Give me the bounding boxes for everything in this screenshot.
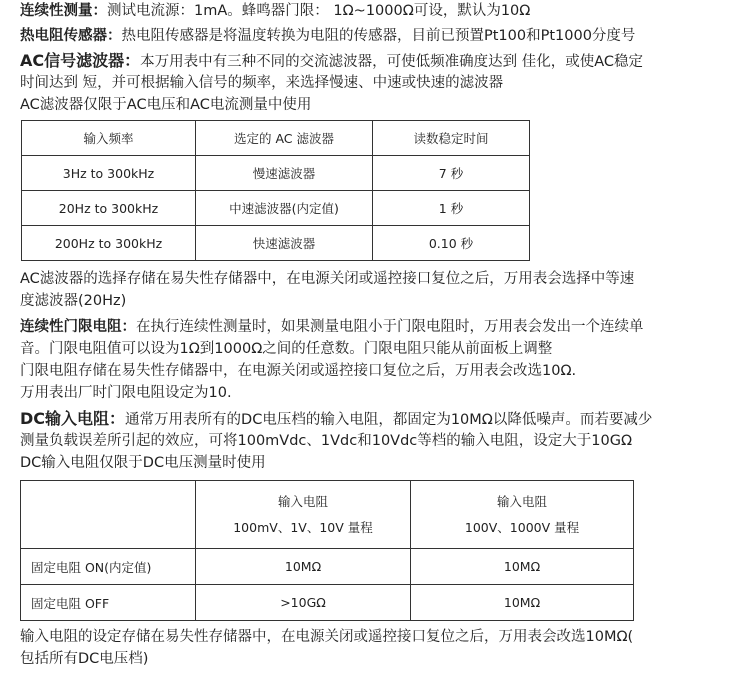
table-row <box>22 156 530 191</box>
table-cell: 固定电阻 OFF <box>21 585 196 621</box>
header-settling-time: 读数稳定时间 <box>373 121 530 156</box>
table-cell: 10MΩ <box>196 549 411 585</box>
table-cell: 慢速滤波器 <box>196 156 373 191</box>
continuity-test-text: 测试电流源：1mA。蜂鸣器门限： 1Ω~1000Ω可设，默认为10Ω <box>107 3 531 19</box>
rtd-sensor-text: 热电阻传感器是将温度转换为电阻的传感器，目前已预置Pt100和Pt1000分度号 <box>121 28 636 44</box>
input-resistance-table <box>20 480 634 621</box>
threshold-line1 <box>20 316 644 338</box>
table-cell: 中速滤波器(内定值) <box>196 191 373 226</box>
empty-corner-cell <box>21 481 196 549</box>
table-cell: 固定电阻 ON(内定值) <box>21 549 196 585</box>
filter-storage-line2: 度滤波器(20Hz) <box>20 293 127 309</box>
table-cell: 快速滤波器 <box>196 226 373 261</box>
table-header-row <box>21 481 634 549</box>
threshold-title: 连续性门限电阻： <box>20 319 136 335</box>
dc-input-line1 <box>20 408 652 431</box>
table-cell: 10MΩ <box>411 549 634 585</box>
header-selected-filter: 选定的 AC 滤波器 <box>196 121 373 156</box>
table-cell: 200Hz to 300kHz <box>22 226 196 261</box>
rtd-sensor-title: 热电阻传感器： <box>20 28 122 44</box>
ac-filter-line1 <box>20 50 643 73</box>
continuity-test-line <box>20 0 530 22</box>
header-input-frequency: 输入频率 <box>22 121 196 156</box>
header-low-ranges: 100mV、1V、10V 量程 <box>233 519 373 535</box>
threshold-line3: 门限电阻存储在易失性存储器中，在电源关闭或遥控接口复位之后，万用表会改选10Ω. <box>20 363 577 379</box>
ac-filter-text1: 本万用表中有三种不同的交流滤波器，可使低频准确度达到 佳化，或使AC稳定 <box>140 54 644 70</box>
header-low-range <box>196 481 411 549</box>
threshold-line4: 万用表出厂时门限电阻设定为10. <box>20 385 232 401</box>
dc-input-line3: DC输入电阻仅限于DC电压测量时使用 <box>20 455 266 471</box>
table-row <box>21 549 634 585</box>
table-cell: 0.10 秒 <box>373 226 530 261</box>
header-high-title: 输入电阻 <box>496 493 547 509</box>
table-cell: 7 秒 <box>373 156 530 191</box>
table-header-row <box>22 121 530 156</box>
table-cell: 10MΩ <box>411 585 634 621</box>
table-cell: 1 秒 <box>373 191 530 226</box>
dc-input-text1: 通常万用表所有的DC电压档的输入电阻，都固定为10MΩ以降低噪声。而若要减少 <box>125 412 653 428</box>
dc-input-title: DC输入电阻： <box>20 409 126 428</box>
table-cell: >10GΩ <box>196 585 411 621</box>
threshold-line2: 音。门限电阻值可以设为1Ω到1000Ω之间的任意数。门限电阻只能从前面板上调整 <box>20 341 553 357</box>
table-cell: 20Hz to 300kHz <box>22 191 196 226</box>
header-low-title: 输入电阻 <box>277 493 328 509</box>
table-row <box>22 191 530 226</box>
threshold-text1: 在执行连续性测量时，如果测量电阻小于门限电阻时，万用表会发出一个连续单 <box>136 319 644 335</box>
ac-filter-line2: 时间达到 短，并可根据输入信号的频率，来选择慢速、中速或快速的滤波器 <box>20 75 504 91</box>
continuity-test-title: 连续性测量： <box>20 3 107 19</box>
ac-filter-line3: AC滤波器仅限于AC电压和AC电流测量中使用 <box>20 97 312 113</box>
table-row <box>22 226 530 261</box>
footer-line2: 包括所有DC电压档) <box>20 651 149 667</box>
table-cell: 3Hz to 300kHz <box>22 156 196 191</box>
footer-line1: 输入电阻的设定存储在易失性存储器中，在电源关闭或遥控接口复位之后，万用表会改选10MΩ( <box>20 629 634 645</box>
filter-storage-line1: AC滤波器的选择存储在易失性存储器中，在电源关闭或遥控接口复位之后，万用表会选择中等速 <box>20 271 635 287</box>
ac-filter-title: AC信号滤波器： <box>20 51 141 70</box>
rtd-sensor-line <box>20 25 635 47</box>
ac-filter-table <box>21 120 530 261</box>
dc-input-line2: 测量负载误差所引起的效应，可将100mVdc、1Vdc和10Vdc等档的输入电阻，设定大于10GΩ <box>20 433 633 449</box>
table-row <box>21 585 634 621</box>
header-high-range <box>411 481 634 549</box>
header-high-ranges: 100V、1000V 量程 <box>464 519 580 535</box>
